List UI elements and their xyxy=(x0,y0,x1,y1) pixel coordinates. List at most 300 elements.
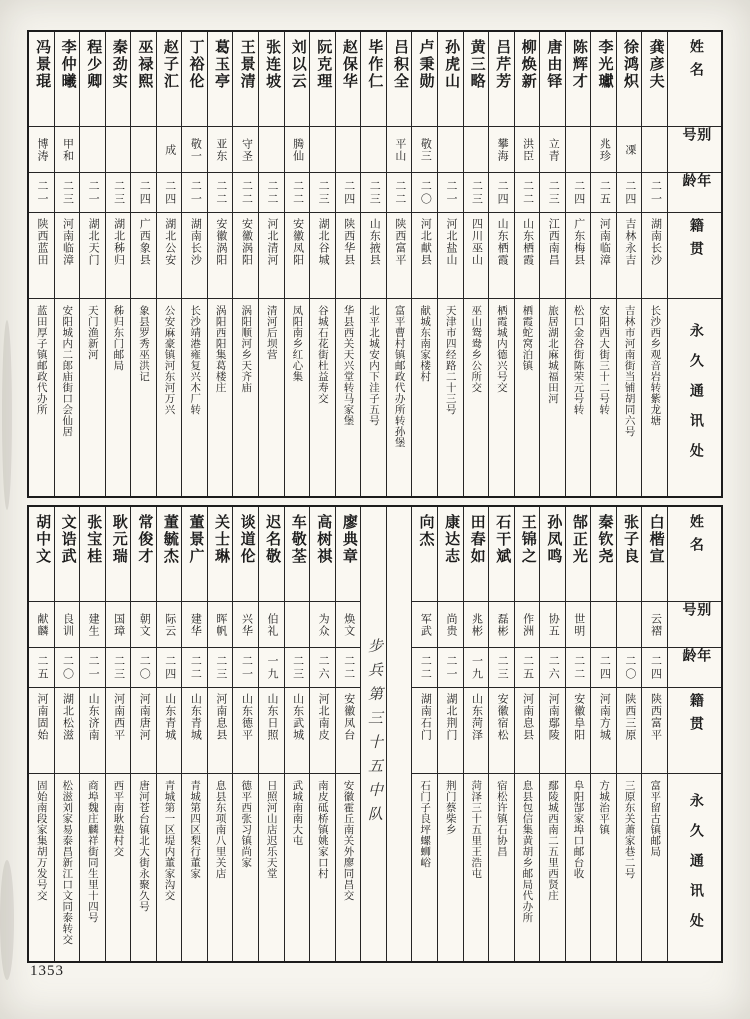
alias-cell: 协五 xyxy=(540,602,565,648)
alias-cell: 世明 xyxy=(566,602,591,648)
age-cell: 二四 xyxy=(591,648,616,688)
age-cell: 二四 xyxy=(157,648,182,688)
age-cell: 二三 xyxy=(208,648,233,688)
unit-label-column xyxy=(360,507,386,961)
alias-cell: 朝文 xyxy=(131,602,156,648)
roster-column xyxy=(514,507,540,961)
alias-cell: 攀海 xyxy=(489,127,514,173)
roster-column xyxy=(258,32,284,496)
origin-cell: 河北清河 xyxy=(259,213,284,299)
alias-cell: 博涛 xyxy=(29,127,54,173)
origin-cell: 陕西富平 xyxy=(387,213,412,299)
origin-cell: 安徽涡阳 xyxy=(208,213,233,299)
name-cell: 张连坡 xyxy=(259,32,284,127)
origin-cell: 山东栖霞 xyxy=(515,213,540,299)
address-cell: 清河后坝营 xyxy=(265,305,277,360)
alias-cell xyxy=(566,127,591,173)
roster-column xyxy=(565,507,591,961)
age-cell: 二二 xyxy=(566,648,591,688)
roster-column xyxy=(335,32,361,496)
roster-column xyxy=(130,32,156,496)
origin-cell: 陕西三原 xyxy=(617,688,642,774)
origin-cell: 河南鄢陵 xyxy=(540,688,565,774)
scan-smudge xyxy=(2,320,12,510)
alias-cell: 守圣 xyxy=(233,127,258,173)
name-cell: 关士琳 xyxy=(208,507,233,602)
roster-column xyxy=(130,507,156,961)
address-cell: 蓝田厚子镇邮政代办所 xyxy=(35,305,47,415)
alias-cell xyxy=(106,127,131,173)
age-cell: 二〇 xyxy=(617,648,642,688)
address-cell: 巫山鸳鸯乡公所交 xyxy=(470,305,482,393)
origin-cell: 湖北荆门 xyxy=(438,688,463,774)
origin-cell: 山东青城 xyxy=(182,688,207,774)
age-cell: 二一 xyxy=(80,648,105,688)
address-cell: 长沙靖港雍复兴木厂转 xyxy=(189,305,201,415)
address-cell: 华县西关天兴堂转马家堡 xyxy=(342,305,354,426)
age-cell: 二二 xyxy=(515,173,540,213)
roster-column xyxy=(514,32,540,496)
address-cell: 唐河苍台镇北大街永聚久号 xyxy=(137,780,149,912)
name-cell: 车敬荃 xyxy=(285,507,310,602)
alias-cell: 晖帆 xyxy=(208,602,233,648)
origin-cell: 河南唐河 xyxy=(131,688,156,774)
address-cell: 长沙西乡观音岩转紫龙塘 xyxy=(649,305,661,426)
address-cell: 菏泽三十五里王浩屯 xyxy=(470,780,482,879)
alias-cell: 腾仙 xyxy=(285,127,310,173)
roster-column xyxy=(29,507,54,961)
header-origin-label: 籍贯 xyxy=(668,213,721,299)
alias-cell: 建生 xyxy=(80,602,105,648)
header-age-label: 年龄 xyxy=(668,173,721,213)
age-cell: 二三 xyxy=(464,173,489,213)
alias-cell: 国璋 xyxy=(106,602,131,648)
age-cell: 二三 xyxy=(55,173,80,213)
alias-cell: 兆珍 xyxy=(591,127,616,173)
roster-column xyxy=(181,32,207,496)
age-cell: 二三 xyxy=(106,173,131,213)
name-cell: 向杰 xyxy=(412,507,437,602)
age-cell: 二二 xyxy=(387,173,412,213)
origin-cell: 山东济南 xyxy=(80,688,105,774)
name-cell: 刘以云 xyxy=(285,32,310,127)
age-cell: 二一 xyxy=(642,173,667,213)
age-cell: 二四 xyxy=(617,173,642,213)
age-cell: 二三 xyxy=(285,648,310,688)
age-cell: 二〇 xyxy=(55,648,80,688)
name-cell: 葛玉亭 xyxy=(208,32,233,127)
alias-cell: 立青 xyxy=(540,127,565,173)
alias-cell xyxy=(438,127,463,173)
origin-cell: 安徽凤阳 xyxy=(285,213,310,299)
alias-cell: 建华 xyxy=(182,602,207,648)
page-number: 1353 xyxy=(30,963,64,979)
origin-cell: 山东德平 xyxy=(233,688,258,774)
name-cell: 巫禄熙 xyxy=(131,32,156,127)
roster-column xyxy=(258,507,284,961)
age-cell: 一九 xyxy=(464,648,489,688)
age-cell: 二四 xyxy=(489,173,514,213)
age-cell: 二四 xyxy=(642,648,667,688)
origin-cell: 山东栖霞 xyxy=(489,213,514,299)
roster-column xyxy=(156,507,182,961)
name-cell: 张子良 xyxy=(617,507,642,602)
roster-column xyxy=(488,32,514,496)
origin-cell: 湖北公安 xyxy=(157,213,182,299)
alias-cell: 平山 xyxy=(387,127,412,173)
address-cell: 石门子良坪螺蛳峪 xyxy=(419,780,431,868)
origin-cell: 河南固始 xyxy=(29,688,54,774)
address-cell: 方城治平镇 xyxy=(598,780,610,835)
roster-column xyxy=(105,32,131,496)
origin-cell: 安徽阜阳 xyxy=(566,688,591,774)
header-age-label: 年龄 xyxy=(668,648,721,688)
name-cell: 李光瓛 xyxy=(591,32,616,127)
name-cell: 黄三略 xyxy=(464,32,489,127)
roster-column xyxy=(309,32,335,496)
name-cell: 谈道伦 xyxy=(233,507,258,602)
roster-column xyxy=(411,507,437,961)
origin-cell: 河南息县 xyxy=(208,688,233,774)
origin-cell: 湖南长沙 xyxy=(182,213,207,299)
name-cell: 卢秉勋 xyxy=(412,32,437,127)
age-cell: 二六 xyxy=(540,648,565,688)
name-cell: 秦劲实 xyxy=(106,32,131,127)
alias-cell xyxy=(80,127,105,173)
header-alias-label: 别号 xyxy=(668,602,721,648)
age-cell: 二三 xyxy=(106,648,131,688)
name-cell: 王锦之 xyxy=(515,507,540,602)
age-cell: 二一 xyxy=(29,173,54,213)
origin-cell: 陕西富平 xyxy=(642,688,667,774)
roster-column xyxy=(488,507,514,961)
age-cell: 二三 xyxy=(540,173,565,213)
roster-column xyxy=(641,32,667,496)
name-cell: 石干斌 xyxy=(489,507,514,602)
roster-column xyxy=(181,507,207,961)
age-cell: 二四 xyxy=(566,173,591,213)
origin-cell: 湖北秭归 xyxy=(106,213,131,299)
roster-column xyxy=(616,32,642,496)
age-cell: 二〇 xyxy=(131,648,156,688)
age-cell: 二五 xyxy=(29,648,54,688)
origin-cell: 河南息县 xyxy=(515,688,540,774)
age-cell: 二六 xyxy=(310,648,335,688)
name-cell: 秦钦尧 xyxy=(591,507,616,602)
roster-column xyxy=(54,507,80,961)
address-cell: 息县包信集黄胡乡邮局代办所 xyxy=(521,780,533,923)
address-cell: 涡阳西阳集葛楼庄 xyxy=(214,305,226,393)
name-cell: 孙凤鸣 xyxy=(540,507,565,602)
origin-cell: 安徽凤台 xyxy=(336,688,361,774)
roster-column xyxy=(309,507,335,961)
address-cell: 商埠魏庄麟祥街同生里十四号 xyxy=(86,780,98,923)
roster-table-lower xyxy=(27,505,723,963)
roster-column xyxy=(79,32,105,496)
age-cell: 二三 xyxy=(310,173,335,213)
roster-column xyxy=(232,507,258,961)
address-cell: 南皮砥桥镇姚家口村 xyxy=(316,780,328,879)
name-cell: 文诰武 xyxy=(55,507,80,602)
name-cell: 赵保华 xyxy=(336,32,361,127)
alias-cell: 洪臣 xyxy=(515,127,540,173)
address-cell: 北平北城安内下洼子五号 xyxy=(368,305,380,426)
name-cell: 吕芹芳 xyxy=(489,32,514,127)
origin-cell: 河南方城 xyxy=(591,688,616,774)
address-cell: 西平南耿塾村交 xyxy=(112,780,124,857)
age-cell: 一九 xyxy=(259,648,284,688)
origin-cell: 山东青城 xyxy=(157,688,182,774)
address-cell: 栖霞城内德兴号交 xyxy=(495,305,507,393)
origin-cell: 河北盐山 xyxy=(438,213,463,299)
address-cell: 安徽霍丘南关外廖同昌交 xyxy=(342,780,354,901)
address-cell: 安阳城内二郎庙街口会仙居 xyxy=(61,305,73,437)
header-address-label: 永久通讯处 xyxy=(687,322,703,473)
name-cell: 唐由铎 xyxy=(540,32,565,127)
roster-column xyxy=(207,32,233,496)
age-cell: 二四 xyxy=(157,173,182,213)
address-cell: 秭归东门邮局 xyxy=(112,305,124,371)
roster-column xyxy=(360,32,386,496)
name-cell: 阮克理 xyxy=(310,32,335,127)
name-cell: 常俊才 xyxy=(131,507,156,602)
header-name-label: 姓名 xyxy=(668,32,721,127)
name-cell: 董毓杰 xyxy=(157,507,182,602)
address-cell: 安阳西大街三十二号转 xyxy=(598,305,610,415)
alias-cell: 磊彬 xyxy=(489,602,514,648)
address-cell: 鄢陵城西南二五里西贤庄 xyxy=(546,780,558,901)
alias-cell: 兆彬 xyxy=(464,602,489,648)
name-cell: 吕积全 xyxy=(387,32,412,127)
name-cell: 陈辉才 xyxy=(566,32,591,127)
roster-column xyxy=(386,32,412,496)
roster-column xyxy=(641,507,667,961)
name-cell: 孙虎山 xyxy=(438,32,463,127)
address-cell: 松口金谷街陈荣元号转 xyxy=(572,305,584,415)
name-cell: 李仲曦 xyxy=(55,32,80,127)
scan-smudge xyxy=(0,860,14,980)
name-cell: 柳焕新 xyxy=(515,32,540,127)
roster-column xyxy=(463,32,489,496)
alias-cell: 敬一 xyxy=(182,127,207,173)
alias-cell xyxy=(642,127,667,173)
alias-cell xyxy=(336,127,361,173)
origin-cell: 河北献县 xyxy=(412,213,437,299)
header-name-label: 姓名 xyxy=(668,507,721,602)
roster-column xyxy=(29,32,54,496)
address-cell: 天津市四经路二十三号 xyxy=(444,305,456,415)
roster-column xyxy=(105,507,131,961)
address-cell: 富平曹村镇邮政代办所转孙堡 xyxy=(393,305,405,448)
alias-cell: 焕文 xyxy=(336,602,361,648)
name-cell: 张宝桂 xyxy=(80,507,105,602)
address-cell: 象县罗秀巫洪记 xyxy=(137,305,149,382)
alias-cell: 尚贵 xyxy=(438,602,463,648)
age-cell: 二一 xyxy=(80,173,105,213)
alias-cell xyxy=(310,127,335,173)
address-cell: 松滋刘家易泰昌新江口文同泰转交 xyxy=(61,780,73,945)
header-alias-label: 别号 xyxy=(668,127,721,173)
origin-cell: 广东梅县 xyxy=(566,213,591,299)
age-cell: 二二 xyxy=(233,173,258,213)
roster-column xyxy=(590,507,616,961)
origin-cell: 四川巫山 xyxy=(464,213,489,299)
age-cell: 二二 xyxy=(259,173,284,213)
age-cell: 二四 xyxy=(336,173,361,213)
name-cell: 白楷宣 xyxy=(642,507,667,602)
spacer-column xyxy=(386,507,412,961)
age-cell: 二二 xyxy=(412,648,437,688)
alias-cell xyxy=(361,127,386,173)
roster-column xyxy=(539,32,565,496)
age-cell: 二二 xyxy=(182,648,207,688)
address-cell: 德平西张习镇尚家 xyxy=(240,780,252,868)
address-cell: 武城南南大屯 xyxy=(291,780,303,846)
address-cell: 三原东关萧家巷二号 xyxy=(623,780,635,879)
origin-cell: 山东武城 xyxy=(285,688,310,774)
header-address-label: 永久通讯处 xyxy=(687,792,703,943)
origin-cell: 湖南长沙 xyxy=(642,213,667,299)
alias-cell xyxy=(464,127,489,173)
address-cell: 日照河山店迟乐天堂 xyxy=(265,780,277,879)
origin-cell: 湖南石门 xyxy=(412,688,437,774)
alias-cell xyxy=(285,602,310,648)
alias-cell: 凓 xyxy=(617,127,642,173)
origin-cell: 安徽宿松 xyxy=(489,688,514,774)
address-cell: 吉林市河南街当铺胡同六号 xyxy=(623,305,635,437)
roster-column xyxy=(156,32,182,496)
name-cell: 董景广 xyxy=(182,507,207,602)
origin-cell: 山东掖县 xyxy=(361,213,386,299)
name-cell: 高树祺 xyxy=(310,507,335,602)
name-cell: 胡中文 xyxy=(29,507,54,602)
roster-column xyxy=(437,507,463,961)
address-cell: 荆门蔡柴乡 xyxy=(444,780,456,835)
roster-column xyxy=(590,32,616,496)
name-cell: 王景清 xyxy=(233,32,258,127)
alias-cell: 际云 xyxy=(157,602,182,648)
address-cell: 谷城石花街杜益寿交 xyxy=(316,305,328,404)
name-cell: 徐鸿炽 xyxy=(617,32,642,127)
name-cell: 赵子汇 xyxy=(157,32,182,127)
roster-column xyxy=(335,507,361,961)
roster-column xyxy=(463,507,489,961)
age-cell: 二一 xyxy=(182,173,207,213)
name-cell: 迟名敬 xyxy=(259,507,284,602)
address-cell: 宿松许镇石协昌 xyxy=(495,780,507,857)
origin-cell: 山东菏泽 xyxy=(464,688,489,774)
alias-cell: 献麟 xyxy=(29,602,54,648)
header-column xyxy=(667,507,721,961)
address-cell: 公安麻豪镇河东河万兴 xyxy=(163,305,175,415)
roster-column xyxy=(79,507,105,961)
origin-cell: 广西象县 xyxy=(131,213,156,299)
age-cell: 二五 xyxy=(515,648,540,688)
origin-cell: 河南临漳 xyxy=(591,213,616,299)
age-cell: 二一 xyxy=(233,648,258,688)
header-origin-label: 籍贯 xyxy=(668,688,721,774)
name-cell: 毕作仁 xyxy=(361,32,386,127)
origin-cell: 湖北松滋 xyxy=(55,688,80,774)
origin-cell: 陕西蓝田 xyxy=(29,213,54,299)
unit-label: 步兵第三十五中队 xyxy=(366,638,383,830)
roster-column xyxy=(565,32,591,496)
roster-column xyxy=(539,507,565,961)
alias-cell: 作洲 xyxy=(515,602,540,648)
address-cell: 青城第一区堤内董家沟交 xyxy=(163,780,175,901)
name-cell: 龚彦夫 xyxy=(642,32,667,127)
header-column xyxy=(667,32,721,496)
address-cell: 息县东项南八里关店 xyxy=(214,780,226,879)
alias-cell xyxy=(591,602,616,648)
name-cell: 丁裕伦 xyxy=(182,32,207,127)
roster-column xyxy=(284,507,310,961)
alias-cell: 为众 xyxy=(310,602,335,648)
age-cell: 二〇 xyxy=(412,173,437,213)
name-cell: 郜正光 xyxy=(566,507,591,602)
name-cell: 耿元瑞 xyxy=(106,507,131,602)
address-cell: 涡阳顺河乡天齐庙 xyxy=(240,305,252,393)
roster-table-upper xyxy=(27,30,723,498)
address-cell: 固始南段家集胡万发号交 xyxy=(35,780,47,901)
alias-cell: 亚东 xyxy=(208,127,233,173)
age-cell: 二一 xyxy=(438,173,463,213)
alias-cell: 成 xyxy=(157,127,182,173)
address-cell: 旅居湖北麻城福田河 xyxy=(546,305,558,404)
address-cell: 献城东南家楼村 xyxy=(419,305,431,382)
origin-cell: 吉林永吉 xyxy=(617,213,642,299)
alias-cell: 甲和 xyxy=(55,127,80,173)
alias-cell xyxy=(259,127,284,173)
roster-column xyxy=(54,32,80,496)
roster-column xyxy=(232,32,258,496)
roster-column xyxy=(411,32,437,496)
origin-cell: 湖北谷城 xyxy=(310,213,335,299)
alias-cell xyxy=(131,127,156,173)
alias-cell: 良训 xyxy=(55,602,80,648)
origin-cell: 山东日照 xyxy=(259,688,284,774)
address-cell: 凤阳南乡红心集 xyxy=(291,305,303,382)
origin-cell: 河北南皮 xyxy=(310,688,335,774)
name-cell: 田春如 xyxy=(464,507,489,602)
alias-cell: 云褶 xyxy=(642,602,667,648)
alias-cell: 军武 xyxy=(412,602,437,648)
address-cell: 阜阳郜家埠口邮台收 xyxy=(572,780,584,879)
age-cell: 二二 xyxy=(208,173,233,213)
name-cell: 廖典章 xyxy=(336,507,361,602)
alias-cell: 兴华 xyxy=(233,602,258,648)
roster-column xyxy=(616,507,642,961)
name-cell: 程少卿 xyxy=(80,32,105,127)
origin-cell: 河南临漳 xyxy=(55,213,80,299)
age-cell: 二四 xyxy=(131,173,156,213)
age-cell: 二二 xyxy=(285,173,310,213)
alias-cell: 伯礼 xyxy=(259,602,284,648)
origin-cell: 河南西平 xyxy=(106,688,131,774)
address-cell: 栖霞蛇窝泊镇 xyxy=(521,305,533,371)
age-cell: 二五 xyxy=(591,173,616,213)
origin-cell: 陕西华县 xyxy=(336,213,361,299)
address-cell: 青城第四区梨行董家 xyxy=(189,780,201,879)
age-cell: 二三 xyxy=(489,648,514,688)
roster-column xyxy=(207,507,233,961)
address-cell: 天门渔新河 xyxy=(86,305,98,360)
origin-cell: 安徽涡阳 xyxy=(233,213,258,299)
age-cell: 二三 xyxy=(361,173,386,213)
origin-cell: 江西南昌 xyxy=(540,213,565,299)
alias-cell: 敬三 xyxy=(412,127,437,173)
age-cell: 二二 xyxy=(336,648,361,688)
